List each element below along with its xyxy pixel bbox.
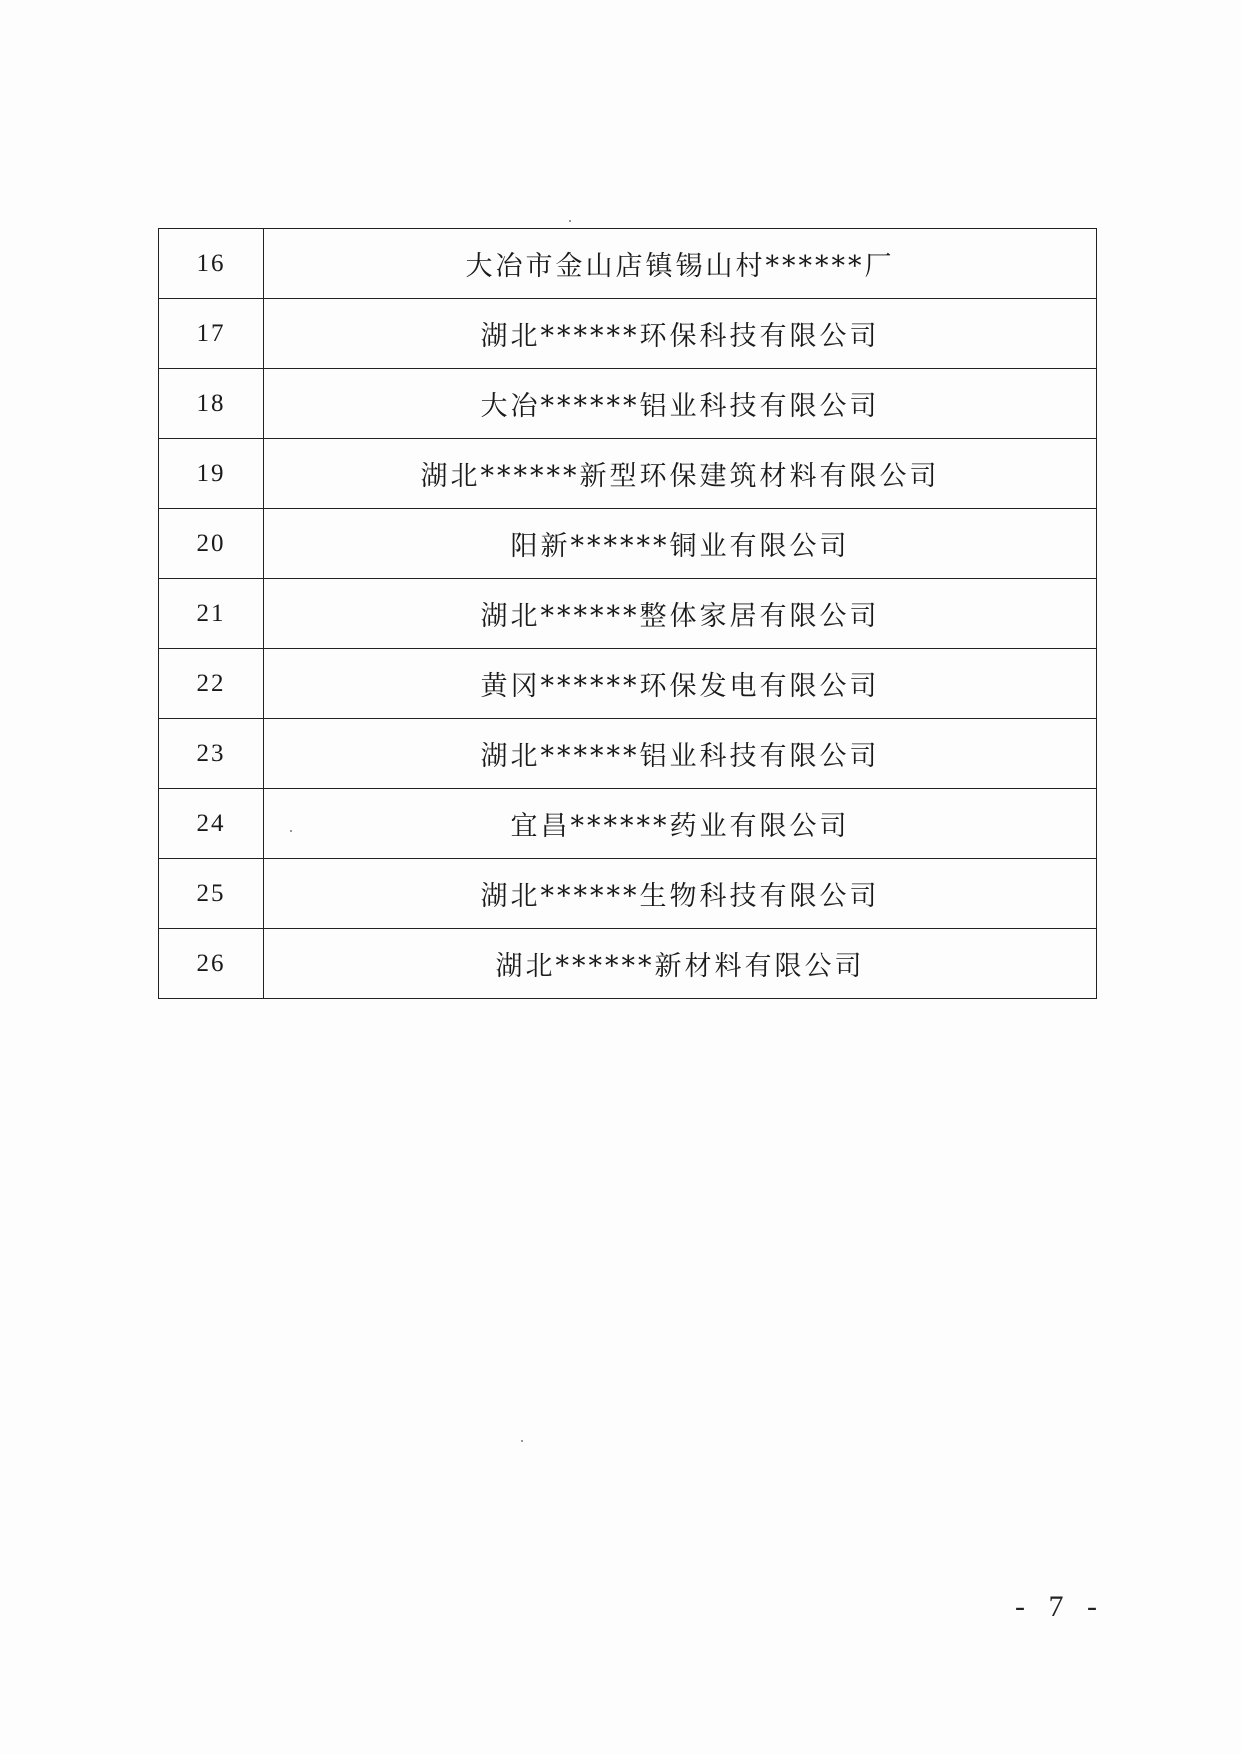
table-row	[159, 649, 1097, 719]
table-row	[159, 719, 1097, 789]
table-row	[159, 859, 1097, 929]
scan-speck	[521, 1440, 523, 1442]
row-number: 19	[159, 439, 264, 509]
row-number: 18	[159, 369, 264, 439]
row-number: 26	[159, 929, 264, 999]
row-number: 20	[159, 509, 264, 579]
company-name: 湖北******生物科技有限公司	[264, 859, 1097, 929]
table-row	[159, 229, 1097, 299]
company-name: 大冶市金山店镇锡山村******厂	[264, 229, 1097, 299]
row-number: 17	[159, 299, 264, 369]
table-row	[159, 369, 1097, 439]
table-row	[159, 929, 1097, 999]
table-row	[159, 579, 1097, 649]
company-list-table	[158, 228, 1097, 999]
row-number: 24	[159, 789, 264, 859]
page-number: - 7 -	[1015, 1590, 1105, 1623]
table-row	[159, 439, 1097, 509]
scan-speck	[569, 220, 571, 222]
company-name: 阳新******铜业有限公司	[264, 509, 1097, 579]
company-name: 湖北******新型环保建筑材料有限公司	[264, 439, 1097, 509]
company-name: 大冶******铝业科技有限公司	[264, 369, 1097, 439]
table-row	[159, 509, 1097, 579]
company-name: 宜昌******药业有限公司	[264, 789, 1097, 859]
row-number: 16	[159, 229, 264, 299]
row-number: 22	[159, 649, 264, 719]
table-row	[159, 789, 1097, 859]
company-name: 黄冈******环保发电有限公司	[264, 649, 1097, 719]
row-number: 23	[159, 719, 264, 789]
company-name: 湖北******新材料有限公司	[264, 929, 1097, 999]
company-name: 湖北******环保科技有限公司	[264, 299, 1097, 369]
row-number: 21	[159, 579, 264, 649]
table-row	[159, 299, 1097, 369]
company-name: 湖北******铝业科技有限公司	[264, 719, 1097, 789]
company-name: 湖北******整体家居有限公司	[264, 579, 1097, 649]
row-number: 25	[159, 859, 264, 929]
